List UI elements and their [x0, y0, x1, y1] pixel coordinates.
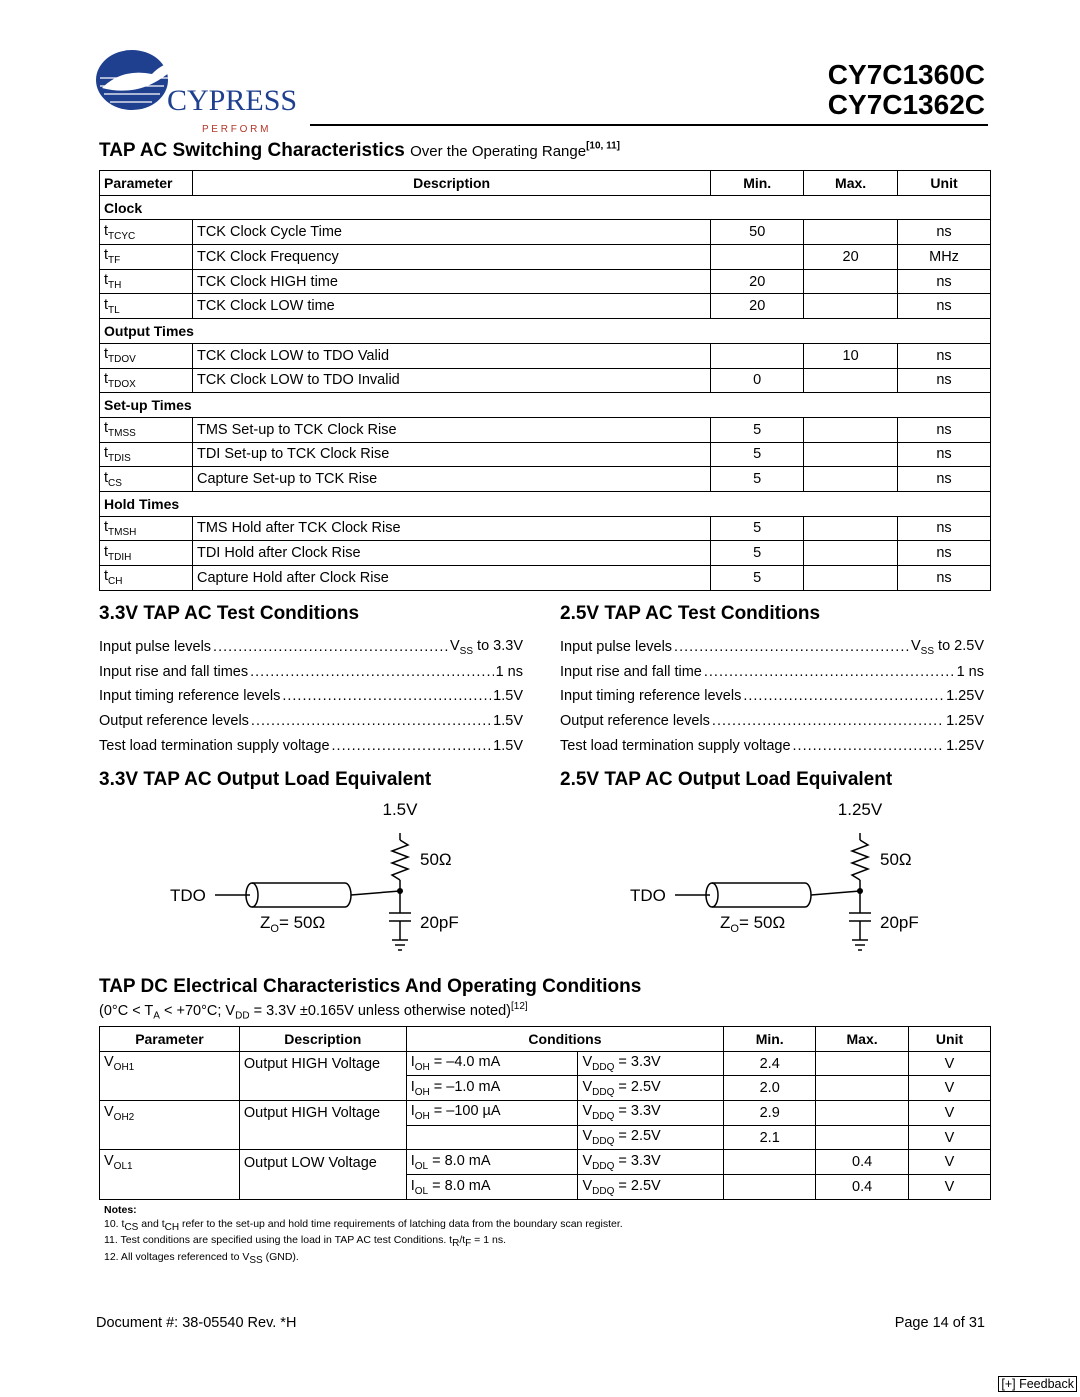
leader-dots — [743, 688, 944, 704]
load25-impedance: $Z_O= 50\Omega$ — [720, 913, 786, 935]
condition-value-main: 1.25V — [946, 737, 984, 754]
condition-value-main: 1.5V — [493, 688, 523, 705]
param-symbol: V — [104, 1153, 114, 1170]
dc-condition-voltage — [578, 1076, 724, 1101]
ac-group-row — [100, 319, 991, 344]
ac-group-label: Clock — [100, 195, 991, 220]
table-row — [100, 442, 991, 467]
cond-subscript: OL — [414, 1185, 429, 1197]
table-row — [100, 245, 991, 270]
ac-group-label: Output Times — [100, 319, 991, 344]
param-subscript: TL — [108, 304, 120, 316]
param-symbol: t — [104, 346, 109, 363]
ac-desc: TCK Clock Frequency — [192, 245, 710, 270]
list-item — [560, 709, 984, 734]
cond-value: = 3.3V — [614, 1152, 661, 1169]
param-symbol: t — [104, 296, 109, 313]
ac-param — [100, 417, 193, 442]
cypress-logo — [92, 48, 312, 138]
cond-symbol: V — [582, 1177, 593, 1194]
param-symbol: t — [104, 272, 109, 289]
dc-desc: Output HIGH Voltage — [239, 1101, 406, 1126]
notes — [104, 1204, 623, 1267]
table-row — [100, 417, 991, 442]
ac-unit: ns — [898, 343, 991, 368]
ac-unit: ns — [898, 516, 991, 541]
ac-col-header: Description — [192, 171, 710, 196]
list-item — [560, 684, 984, 709]
leader-dots — [250, 664, 493, 680]
condition-label: Input rise and fall times — [99, 663, 249, 680]
param-subscript: TDOV — [108, 354, 136, 366]
ac-min: 20 — [711, 269, 804, 294]
load33-supply: 1.5V — [382, 800, 418, 819]
condition-value — [493, 738, 523, 754]
condition-value-main: V — [911, 637, 921, 654]
cond-symbol: V — [582, 1128, 593, 1145]
list-item — [99, 709, 523, 734]
ac-max: 20 — [804, 245, 898, 270]
ac-min — [711, 343, 804, 368]
cond-symbol: I — [410, 1103, 415, 1120]
dc-min: 2.0 — [724, 1076, 816, 1101]
cond-subscript: OH — [414, 1086, 430, 1098]
ac-param — [100, 368, 193, 393]
leader-dots — [674, 639, 909, 655]
dc-unit: V — [909, 1076, 991, 1101]
cond-subscript: DDQ — [592, 1086, 615, 1098]
ac-max — [804, 516, 898, 541]
test33-list — [99, 635, 523, 758]
ac-min: 50 — [711, 220, 804, 245]
dc-max — [816, 1076, 909, 1101]
condition-value-sub: SS — [459, 645, 474, 657]
dc-param — [100, 1101, 240, 1126]
dc-unit: V — [909, 1051, 991, 1076]
condition-value-main: 1.25V — [946, 713, 984, 730]
param-subscript: TF — [108, 255, 121, 267]
dc-min: 2.1 — [724, 1125, 816, 1150]
dc-max — [816, 1051, 909, 1076]
list-item — [99, 733, 523, 758]
feedback-link[interactable]: [+] Feedback — [998, 1376, 1077, 1392]
ac-desc: Capture Hold after Clock Rise — [192, 566, 710, 591]
ac-desc: TMS Hold after TCK Clock Rise — [192, 516, 710, 541]
cond-symbol: V — [582, 1054, 593, 1071]
cond-value: = –100 µA — [429, 1103, 501, 1120]
load25-supply: 1.25V — [837, 800, 883, 819]
dc-max — [816, 1125, 909, 1150]
condition-value — [946, 713, 984, 729]
dc-param — [100, 1150, 240, 1175]
ac-max — [804, 368, 898, 393]
ac-unit: ns — [898, 417, 991, 442]
ac-col-header: Min. — [711, 171, 804, 196]
resistor-icon — [392, 840, 408, 880]
ac-max — [804, 566, 898, 591]
cond-subscript: DDQ — [592, 1136, 615, 1148]
dc-condition-current — [406, 1150, 578, 1175]
condition-label: Input timing reference levels — [560, 688, 742, 705]
cond-value: = –4.0 mA — [429, 1054, 501, 1071]
table-row — [100, 1051, 991, 1076]
ac-min: 5 — [711, 566, 804, 591]
ac-param — [100, 566, 193, 591]
ac-param — [100, 516, 193, 541]
table-row — [100, 1175, 991, 1200]
condition-value-main: V — [450, 637, 460, 654]
test25-list — [560, 635, 984, 758]
ac-param — [100, 220, 193, 245]
ac-param — [100, 294, 193, 319]
dc-condition-current — [406, 1175, 578, 1200]
header-rule — [310, 124, 988, 126]
dc-col-header: Max. — [816, 1027, 909, 1052]
leader-dots — [282, 688, 491, 704]
cond-subscript: OL — [414, 1160, 429, 1172]
dc-condition-voltage — [578, 1175, 724, 1200]
ac-min: 0 — [711, 368, 804, 393]
table-row — [100, 467, 991, 492]
cond-value: = 8.0 mA — [428, 1152, 491, 1169]
condition-value-tail: to 2.5V — [934, 637, 984, 654]
cond-subscript: DDQ — [592, 1160, 615, 1172]
dc-condition-voltage — [578, 1150, 724, 1175]
dc-param — [100, 1051, 240, 1076]
ac-param — [100, 541, 193, 566]
param-subscript: TMSH — [108, 526, 137, 538]
dc-min — [724, 1175, 816, 1200]
param-symbol: V — [104, 1103, 114, 1120]
dc-desc — [239, 1125, 406, 1150]
dc-col-header: Min. — [724, 1027, 816, 1052]
param-symbol: t — [104, 568, 109, 585]
dc-section-title: TAP DC Electrical Characteristics And Operating Conditions — [99, 976, 642, 997]
dc-col-header: Description — [239, 1027, 406, 1052]
ac-min: 5 — [711, 467, 804, 492]
ac-min: 5 — [711, 541, 804, 566]
ac-group-label: Hold Times — [100, 491, 991, 516]
table-row — [100, 220, 991, 245]
condition-value-sub: SS — [920, 645, 935, 657]
condition-label: Test load termination supply voltage — [99, 737, 330, 754]
ac-max — [804, 442, 898, 467]
load33-title: 3.3V TAP AC Output Load Equivalent — [99, 769, 432, 790]
ac-group-label: Set-up Times — [100, 393, 991, 418]
list-item — [99, 635, 523, 660]
cond-subscript: DDQ — [592, 1185, 615, 1197]
param-subscript: TDIH — [108, 551, 132, 563]
dc-param — [100, 1125, 240, 1150]
condition-value — [946, 738, 984, 754]
ac-col-header: Unit — [898, 171, 991, 196]
leader-dots — [704, 664, 955, 680]
cond-symbol: I — [410, 1054, 415, 1071]
ac-max — [804, 541, 898, 566]
dc-unit: V — [909, 1125, 991, 1150]
condition-label: Input pulse levels — [560, 639, 673, 656]
condition-label: Input timing reference levels — [99, 688, 281, 705]
leader-dots — [793, 738, 945, 754]
dc-unit: V — [909, 1150, 991, 1175]
dc-desc — [239, 1175, 406, 1200]
ac-col-header: Parameter — [100, 171, 193, 196]
cond-subscript: OH — [414, 1111, 430, 1123]
list-item — [560, 733, 984, 758]
ac-min — [711, 245, 804, 270]
table-row — [100, 269, 991, 294]
dc-condition-voltage — [578, 1051, 724, 1076]
ac-min: 5 — [711, 516, 804, 541]
table-row — [100, 1076, 991, 1101]
ac-param — [100, 442, 193, 467]
dc-section-subtitle: ($0^\circ C < T_A < +70^\circ C$; $V_{DD} = 3.3V \pm 0.165V$ unless otherwise noted)[12] — [99, 1001, 528, 1022]
cond-subscript: DDQ — [592, 1061, 615, 1073]
leader-dots — [251, 713, 491, 729]
ac-unit: ns — [898, 294, 991, 319]
ac-switching-table — [99, 170, 991, 591]
dc-desc — [239, 1076, 406, 1101]
dc-param — [100, 1175, 240, 1200]
table-row — [100, 566, 991, 591]
param-subscript: TMSS — [108, 428, 136, 440]
load33-circuit — [170, 795, 470, 965]
cond-value: = 2.5V — [614, 1128, 661, 1145]
dc-min — [724, 1150, 816, 1175]
dc-col-header: Unit — [909, 1027, 991, 1052]
cond-symbol: I — [410, 1152, 415, 1169]
ac-max — [804, 220, 898, 245]
cond-symbol: V — [582, 1103, 593, 1120]
condition-value — [493, 713, 523, 729]
param-symbol: t — [104, 469, 109, 486]
condition-value-main: 1 ns — [956, 663, 984, 680]
ac-min: 20 — [711, 294, 804, 319]
resistor-icon — [852, 840, 868, 880]
table-row — [100, 1101, 991, 1126]
condition-label: Input rise and fall time — [560, 663, 702, 680]
document-number: Document #: 38-05540 Rev. *H — [96, 1315, 297, 1331]
list-item — [560, 635, 984, 660]
ac-max — [804, 269, 898, 294]
dc-max: 0.4 — [816, 1150, 909, 1175]
ac-desc: TMS Set-up to TCK Clock Rise — [192, 417, 710, 442]
dc-condition-current — [406, 1051, 578, 1076]
dc-col-header: Conditions — [406, 1027, 724, 1052]
ac-unit: ns — [898, 566, 991, 591]
load33-cap: 20pF — [420, 913, 459, 932]
condition-value-main: 1.5V — [493, 737, 523, 754]
condition-value — [911, 638, 984, 657]
condition-label: Output reference levels — [560, 713, 710, 730]
ac-min: 5 — [711, 442, 804, 467]
load33-resistor: 50Ω — [420, 850, 452, 869]
dc-characteristics-table — [99, 1026, 991, 1200]
part-number-2: CY7C1362C — [827, 89, 985, 120]
param-symbol: t — [104, 247, 109, 264]
condition-value-tail: to 3.3V — [473, 637, 523, 654]
leader-dots — [213, 639, 448, 655]
ac-section-title: TAP AC Switching Characteristics Over the Operating Range[10, 11] — [99, 140, 620, 161]
condition-value — [493, 688, 523, 704]
cond-value: = 8.0 mA — [428, 1177, 491, 1194]
dc-condition-current — [406, 1076, 578, 1101]
param-symbol: t — [104, 222, 109, 239]
ac-desc: TCK Clock LOW to TDO Valid — [192, 343, 710, 368]
condition-label: Input pulse levels — [99, 639, 212, 656]
list-item — [99, 684, 523, 709]
ac-max — [804, 417, 898, 442]
ac-group-row — [100, 491, 991, 516]
load25-resistor: 50Ω — [880, 850, 912, 869]
param-subscript: OL1 — [113, 1160, 133, 1172]
ac-desc: TCK Clock LOW time — [192, 294, 710, 319]
param-subscript: TH — [108, 280, 122, 292]
ac-param — [100, 343, 193, 368]
ac-max: 10 — [804, 343, 898, 368]
cond-subscript: OH — [414, 1061, 430, 1073]
cond-value: = 2.5V — [614, 1078, 661, 1095]
ac-unit: ns — [898, 442, 991, 467]
cond-value: = –1.0 mA — [429, 1078, 501, 1095]
dc-max — [816, 1101, 909, 1126]
cond-symbol: I — [410, 1177, 415, 1194]
dc-min: 2.9 — [724, 1101, 816, 1126]
dc-desc: Output LOW Voltage — [239, 1150, 406, 1175]
dc-condition-voltage — [578, 1101, 724, 1126]
dc-desc: Output HIGH Voltage — [239, 1051, 406, 1076]
condition-value-main: 1 ns — [495, 663, 523, 680]
load25-node: TDO — [630, 886, 666, 905]
dc-unit: V — [909, 1175, 991, 1200]
list-item — [560, 660, 984, 685]
condition-value — [450, 638, 523, 657]
leader-dots — [332, 738, 492, 754]
condition-label: Test load termination supply voltage — [560, 737, 791, 754]
param-symbol: t — [104, 420, 109, 437]
cond-value: = 2.5V — [614, 1177, 661, 1194]
condition-value — [946, 688, 984, 704]
test33-title: 3.3V TAP AC Test Conditions — [99, 603, 360, 624]
test25-title: 2.5V TAP AC Test Conditions — [560, 603, 821, 624]
ac-param — [100, 269, 193, 294]
param-subscript: OH2 — [113, 1111, 135, 1123]
ac-desc: TDI Set-up to TCK Clock Rise — [192, 442, 710, 467]
condition-label: Output reference levels — [99, 713, 249, 730]
table-row — [100, 368, 991, 393]
param-symbol: t — [104, 519, 109, 536]
load33-impedance: $Z_O= 50\Omega$ — [260, 913, 326, 935]
ac-unit: ns — [898, 368, 991, 393]
condition-value — [496, 664, 523, 680]
ac-unit: ns — [898, 269, 991, 294]
param-symbol: V — [104, 1054, 114, 1071]
dc-unit: V — [909, 1101, 991, 1126]
ac-group-row — [100, 393, 991, 418]
ac-unit: MHz — [898, 245, 991, 270]
param-subscript: OH1 — [113, 1062, 135, 1074]
note-12: 12. All voltages referenced to VSS (GND). — [104, 1250, 299, 1266]
ac-unit: ns — [898, 220, 991, 245]
dc-condition-current — [406, 1101, 578, 1126]
param-subscript: TDOX — [108, 378, 136, 390]
note-11: 11. Test conditions are specified using the load in TAP AC test Conditions. tR/tF = 1 ns. — [104, 1234, 506, 1250]
param-subscript: CH — [108, 576, 123, 588]
condition-value-main: 1.5V — [493, 713, 523, 730]
transmission-line-icon — [712, 883, 811, 907]
part-number-1: CY7C1360C — [827, 59, 985, 90]
leader-dots — [712, 713, 944, 729]
ac-group-row — [100, 195, 991, 220]
param-subscript: CS — [108, 477, 122, 489]
cond-value: = 3.3V — [614, 1103, 661, 1120]
list-item — [99, 660, 523, 685]
ac-max — [804, 467, 898, 492]
table-row — [100, 516, 991, 541]
logo-text: CYPRESS — [167, 84, 298, 117]
ac-unit: ns — [898, 541, 991, 566]
param-symbol: t — [104, 370, 109, 387]
condition-value-main: 1.25V — [946, 688, 984, 705]
notes-heading: Notes: — [104, 1204, 137, 1216]
page-number: Page 14 of 31 — [894, 1315, 985, 1331]
dc-max: 0.4 — [816, 1175, 909, 1200]
dc-condition-current — [406, 1125, 578, 1150]
param-symbol: t — [104, 543, 109, 560]
table-row — [100, 541, 991, 566]
param-subscript: TCYC — [108, 230, 136, 242]
ac-desc: TCK Clock HIGH time — [192, 269, 710, 294]
logo-tagline: P E R F O R M — [202, 124, 269, 135]
ac-param — [100, 245, 193, 270]
param-subscript: TDIS — [108, 452, 131, 464]
cond-symbol: I — [410, 1078, 415, 1095]
table-row — [100, 1125, 991, 1150]
table-row — [100, 294, 991, 319]
ac-unit: ns — [898, 467, 991, 492]
dc-min: 2.4 — [724, 1051, 816, 1076]
ac-desc: Capture Set-up to TCK Rise — [192, 467, 710, 492]
load33-node: TDO — [170, 886, 206, 905]
cond-symbol: V — [582, 1078, 593, 1095]
note-10: 10. tCS and tCH refer to the set-up and hold time requirements of latching data from the boundary scan register. — [104, 1217, 623, 1233]
ac-min: 5 — [711, 417, 804, 442]
transmission-line-icon — [252, 883, 351, 907]
dc-condition-voltage — [578, 1125, 724, 1150]
ac-max — [804, 294, 898, 319]
param-symbol: t — [104, 444, 109, 461]
cond-symbol: V — [582, 1152, 593, 1169]
dc-param — [100, 1076, 240, 1101]
dc-col-header: Parameter — [100, 1027, 240, 1052]
cond-subscript: DDQ — [592, 1111, 615, 1123]
table-row — [100, 1150, 991, 1175]
cond-value: = 3.3V — [614, 1054, 661, 1071]
condition-value — [957, 664, 984, 680]
ac-desc: TDI Hold after Clock Rise — [192, 541, 710, 566]
table-row — [100, 343, 991, 368]
load25-title: 2.5V TAP AC Output Load Equivalent — [560, 769, 893, 790]
ac-col-header: Max. — [804, 171, 898, 196]
load25-cap: 20pF — [880, 913, 919, 932]
load25-circuit — [630, 795, 930, 965]
ac-desc: TCK Clock Cycle Time — [192, 220, 710, 245]
ac-param — [100, 467, 193, 492]
ac-desc: TCK Clock LOW to TDO Invalid — [192, 368, 710, 393]
